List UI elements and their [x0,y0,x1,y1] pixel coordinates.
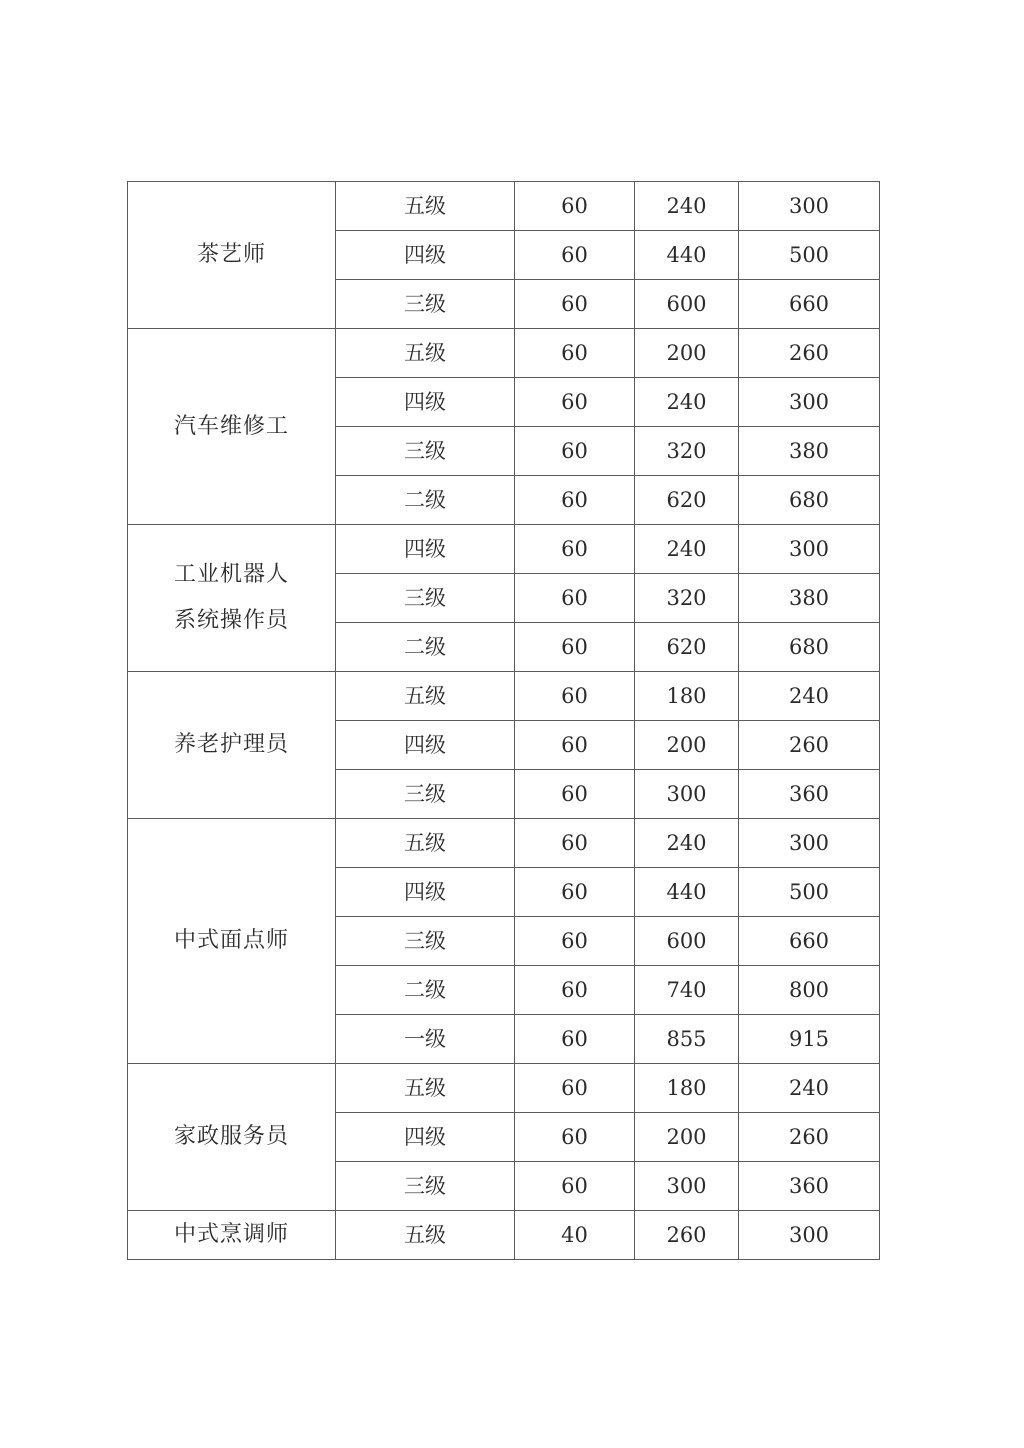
value-cell-col3: 300 [739,182,880,231]
value-cell-col3: 300 [739,819,880,868]
value-cell-col1: 60 [515,868,635,917]
table-row [128,819,880,868]
value-cell-col1: 60 [515,280,635,329]
value-cell-col1: 60 [515,819,635,868]
table-body [128,182,880,1260]
level-cell: 四级 [336,721,515,770]
table-row [128,525,880,574]
value-cell-col2: 740 [635,966,739,1015]
occupation-name: 中式面点师 [173,928,289,953]
level-cell: 三级 [336,427,515,476]
value-cell-col2: 320 [635,427,739,476]
level-cell: 四级 [336,1113,515,1162]
value-cell-col1: 60 [515,1113,635,1162]
level-cell: 四级 [336,868,515,917]
value-cell-col1: 60 [515,378,635,427]
level-cell: 二级 [336,476,515,525]
level-cell: 五级 [336,329,515,378]
value-cell-col2: 440 [635,868,739,917]
value-cell-col3: 300 [739,1211,880,1260]
value-cell-col3: 380 [739,427,880,476]
value-cell-col1: 60 [515,721,635,770]
value-cell-col2: 180 [635,1064,739,1113]
occupation-name: 茶艺师 [196,242,266,267]
level-cell: 五级 [336,1064,515,1113]
value-cell-col3: 260 [739,329,880,378]
value-cell-col1: 60 [515,182,635,231]
value-cell-col3: 300 [739,525,880,574]
occupation-cell [128,1211,336,1260]
occupation-cell [128,329,336,525]
level-cell: 三级 [336,917,515,966]
occupation-name: 汽车维修工 [173,413,289,439]
value-cell-col1: 60 [515,476,635,525]
value-cell-col1: 60 [515,1064,635,1113]
value-cell-col1: 60 [515,917,635,966]
value-cell-col2: 200 [635,329,739,378]
value-cell-col1: 60 [515,231,635,280]
value-cell-col2: 200 [635,1113,739,1162]
value-cell-col1: 60 [515,574,635,623]
value-cell-col3: 240 [739,672,880,721]
occupation-cell [128,525,336,672]
value-cell-col1: 60 [515,672,635,721]
value-cell-col2: 855 [635,1015,739,1064]
value-cell-col2: 200 [635,721,739,770]
occupation-cell [128,182,336,329]
table-row [128,672,880,721]
level-cell: 四级 [336,378,515,427]
level-cell: 四级 [336,525,515,574]
value-cell-col3: 915 [739,1015,880,1064]
level-cell: 五级 [336,182,515,231]
value-cell-col2: 320 [635,574,739,623]
value-cell-col2: 440 [635,231,739,280]
value-cell-col1: 60 [515,623,635,672]
value-cell-col2: 240 [635,378,739,427]
value-cell-col2: 620 [635,476,739,525]
value-cell-col3: 800 [739,966,880,1015]
table-row [128,182,880,231]
occupation-name: 工业机器人 [173,562,289,587]
value-cell-col2: 240 [635,182,739,231]
occupation-name: 中式烹调师 [173,1222,289,1247]
level-cell: 三级 [336,770,515,819]
value-cell-col3: 260 [739,721,880,770]
value-cell-col2: 240 [635,525,739,574]
occupation-cell [128,672,336,819]
value-cell-col3: 500 [739,231,880,280]
occupation-cell [128,819,336,1064]
value-cell-col3: 300 [739,378,880,427]
value-cell-col1: 60 [515,427,635,476]
level-cell: 三级 [336,574,515,623]
value-cell-col3: 660 [739,917,880,966]
value-cell-col2: 180 [635,672,739,721]
value-cell-col3: 500 [739,868,880,917]
occupation-name: 养老护理员 [173,732,289,757]
value-cell-col1: 40 [515,1211,635,1260]
value-cell-col3: 240 [739,1064,880,1113]
level-cell: 三级 [336,1162,515,1211]
table-row [128,1211,880,1260]
level-cell: 三级 [336,280,515,329]
value-cell-col1: 60 [515,1162,635,1211]
value-cell-col3: 360 [739,1162,880,1211]
table-row [128,1064,880,1113]
value-cell-col1: 60 [515,966,635,1015]
level-cell: 二级 [336,966,515,1015]
level-cell: 五级 [336,672,515,721]
value-cell-col3: 660 [739,280,880,329]
occupation-cell [128,1064,336,1211]
value-cell-col2: 600 [635,280,739,329]
value-cell-col3: 380 [739,574,880,623]
level-cell: 五级 [336,819,515,868]
level-cell: 四级 [336,231,515,280]
value-cell-col3: 260 [739,1113,880,1162]
value-cell-col3: 680 [739,623,880,672]
level-cell: 二级 [336,623,515,672]
value-cell-col1: 60 [515,329,635,378]
value-cell-col2: 240 [635,819,739,868]
occupation-name: 系统操作员 [173,608,289,633]
value-cell-col2: 300 [635,770,739,819]
value-cell-col2: 260 [635,1211,739,1260]
value-cell-col2: 300 [635,1162,739,1211]
value-cell-col1: 60 [515,525,635,574]
level-cell: 五级 [336,1211,515,1260]
value-cell-col3: 360 [739,770,880,819]
value-cell-col1: 60 [515,770,635,819]
value-cell-col3: 680 [739,476,880,525]
value-cell-col2: 620 [635,623,739,672]
value-cell-col1: 60 [515,1015,635,1064]
table-row [128,329,880,378]
occupation-name: 家政服务员 [173,1124,289,1149]
training-fee-table [127,181,880,1260]
level-cell: 一级 [336,1015,515,1064]
value-cell-col2: 600 [635,917,739,966]
